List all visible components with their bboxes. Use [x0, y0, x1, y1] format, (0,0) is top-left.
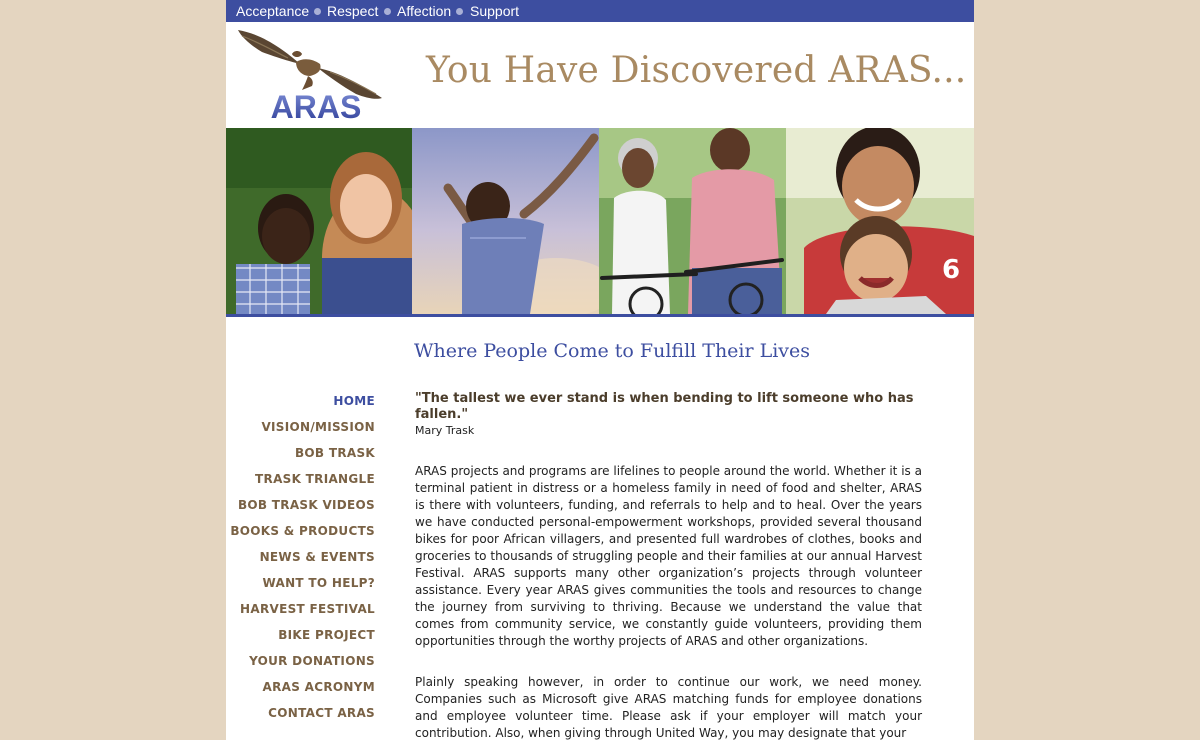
bullet-icon	[314, 8, 321, 15]
nav-item-want-to-help[interactable]: WANT TO HELP?	[262, 576, 375, 590]
father-and-son-photo	[786, 128, 974, 314]
intro-paragraph: ARAS projects and programs are lifelines to people around the world. Whether it is a terminal patient in distress or a homeless family in need of food and shelter, ARAS is there with volunteers, funding, and referrals to help and to heal. Over the years we have conducted personal-empowerment workshops, provided several thousand bikes for poor African villagers, and presented full wardrobes of clothes, books and groceries to thousands of struggling people and their families at our annual Harvest Festival. ARAS supports many other organization’s projects through volunteer assistance. Every year ARAS gives communities the tools and resources to change the journey from surviving to thriving. Because we understand the value that comes from community service, we constantly guide volunteers, providing them opportunities through the worthy projects of ARAS and other organizations.	[415, 464, 922, 648]
nav-item-harvest-festival[interactable]: HARVEST FESTIVAL	[240, 602, 375, 616]
nav-item-your-donations[interactable]: YOUR DONATIONS	[249, 654, 375, 668]
nav-item-contact-aras[interactable]: CONTACT ARAS	[268, 706, 375, 720]
nav-item-news-events[interactable]: NEWS & EVENTS	[259, 550, 375, 564]
woman-raising-arms-photo	[412, 128, 616, 314]
nav-item-vision-mission[interactable]: VISION/MISSION	[261, 420, 375, 434]
topbar-item-affection: Affection	[397, 3, 452, 19]
mother-and-child-photo	[226, 128, 426, 314]
nav-item-home[interactable]: HOME	[333, 394, 375, 408]
topbar-item-respect: Respect	[327, 3, 379, 19]
logo-text: ARAS	[270, 89, 362, 124]
senior-couple-bikes-photo	[599, 128, 786, 314]
quote: "The tallest we ever stand is when bending to lift someone who has fallen."	[415, 391, 914, 422]
photo-strip	[226, 128, 974, 314]
nav-item-aras-acronym[interactable]: ARAS ACRONYM	[262, 680, 375, 694]
quote-author: Mary Trask	[415, 424, 475, 437]
donation-paragraph: Plainly speaking however, in order to continue our work, we need money. Companies such as Microsoft give ARAS matching funds for employee donations and employee volunteer time. Please ask if your employer will match your contribution. Also, when giving through United Way, you may designate that your	[415, 675, 922, 740]
nav-item-bike-project[interactable]: BIKE PROJECT	[278, 628, 375, 642]
sidebar-nav	[226, 394, 375, 732]
page-container	[226, 0, 974, 740]
nav-item-bob-trask[interactable]: BOB TRASK	[294, 446, 375, 460]
main-content	[415, 391, 922, 740]
nav-item-bob-trask-videos[interactable]: BOB TRASK VIDEOS	[237, 498, 375, 512]
nav-item-books-products[interactable]: BOOKS & PRODUCTS	[230, 524, 375, 538]
topbar-item-acceptance: Acceptance	[236, 3, 310, 19]
aras-logo[interactable]	[232, 24, 386, 124]
bullet-icon	[384, 8, 391, 15]
jersey-number-decoration: 6	[942, 255, 961, 285]
top-bar	[226, 0, 974, 22]
nav-item-trask-triangle[interactable]: TRASK TRIANGLE	[255, 472, 375, 486]
photo-divider	[226, 314, 974, 317]
page-subtitle: Where People Come to Fulfill Their Lives	[414, 340, 811, 362]
tagline: You Have Discovered ARAS...	[426, 50, 967, 91]
bullet-icon	[456, 8, 463, 15]
topbar-item-support: Support	[470, 3, 520, 19]
